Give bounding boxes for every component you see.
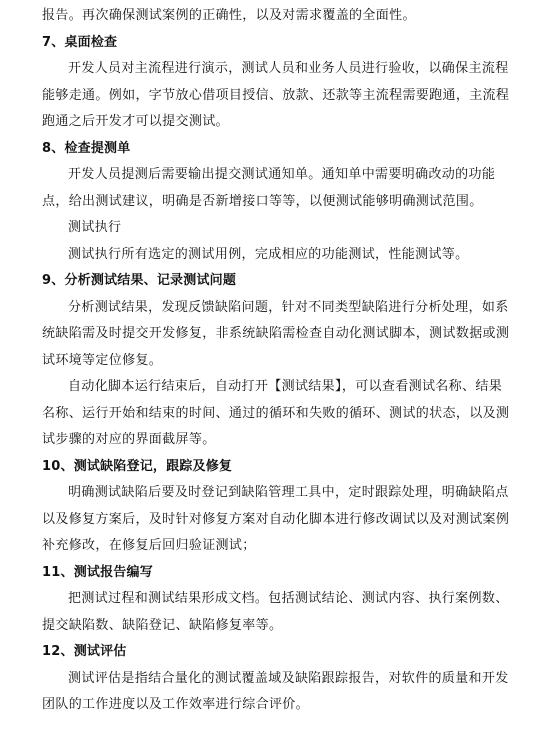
paragraph-line: 测试执行	[68, 220, 122, 235]
paragraph-line: 测试执行所有选定的测试用例，完成相应的功能测试，性能测试等。	[68, 246, 469, 262]
paragraph-line: 试环境等定位修复。	[42, 352, 163, 368]
paragraph-line: 以及修复方案后，及时针对修复方案对自动化脚本进行修改调试以及对测试案例	[42, 511, 510, 527]
paragraph-line: 提交缺陷数、缺陷登记、缺陷修复率等。	[42, 617, 283, 633]
paragraph-line: 报告。再次确保测试案例的正确性，以及对需求覆盖的全面性。	[42, 8, 416, 23]
paragraph-line: 补充修改，在修复后回归验证测试；	[42, 538, 256, 553]
section-heading: 9、分析测试结果、记录测试问题	[42, 273, 237, 288]
paragraph-line: 名称、运行开始和结束的时间、通过的循环和失败的循环、测试的状态，以及测	[42, 405, 510, 421]
paragraph-line: 点，给出测试建议，明确是否新增接口等等，以便测试能够明确测试范围。	[42, 193, 483, 209]
section-heading: 11、测试报告编写	[42, 564, 153, 580]
section-heading: 7、桌面检查	[42, 34, 118, 50]
paragraph-line: 明确测试缺陷后要及时登记到缺陷管理工具中，定时跟踪处理，明确缺陷点	[68, 485, 509, 500]
paragraph-line: 开发人员提测后需要输出提交测试通知单。通知单中需要明确改动的功能	[68, 167, 496, 182]
paragraph-line: 开发人员对主流程进行演示，测试人员和业务人员进行验收，以确保主流程	[68, 61, 509, 76]
paragraph-line: 团队的工作进度以及工作效率进行综合评价。	[42, 697, 310, 712]
paragraph-line: 自动化脚本运行结束后，自动打开【测试结果】，可以查看测试名称、结果	[68, 379, 503, 394]
paragraph-line: 跑通之后开发才可以提交测试。	[42, 114, 229, 129]
paragraph-line: 能够走通。例如，字节放心借项目授信、放款、还款等主流程需要跑通，主流程	[42, 87, 510, 103]
paragraph-line: 测试评估是指结合量化的测试覆盖域及缺陷跟踪报告，对软件的质量和开发	[68, 670, 509, 686]
paragraph-line: 试步骤的对应的界面截屏等。	[42, 432, 216, 447]
section-heading: 10、测试缺陷登记，跟踪及修复	[42, 458, 233, 474]
section-heading: 12、测试评估	[42, 644, 127, 659]
paragraph-line: 分析测试结果，发现反馈缺陷问题，针对不同类型缺陷进行分析处理，如系	[68, 299, 509, 315]
section-heading: 8、检查提测单	[42, 140, 131, 156]
paragraph-line: 把测试过程和测试结果形成文档。包括测试结论、测试内容、执行案例数、	[68, 591, 509, 606]
paragraph-line: 统缺陷需及时提交开发修复，非系统缺陷需检查自动化测试脚本，测试数据或测	[42, 326, 510, 341]
